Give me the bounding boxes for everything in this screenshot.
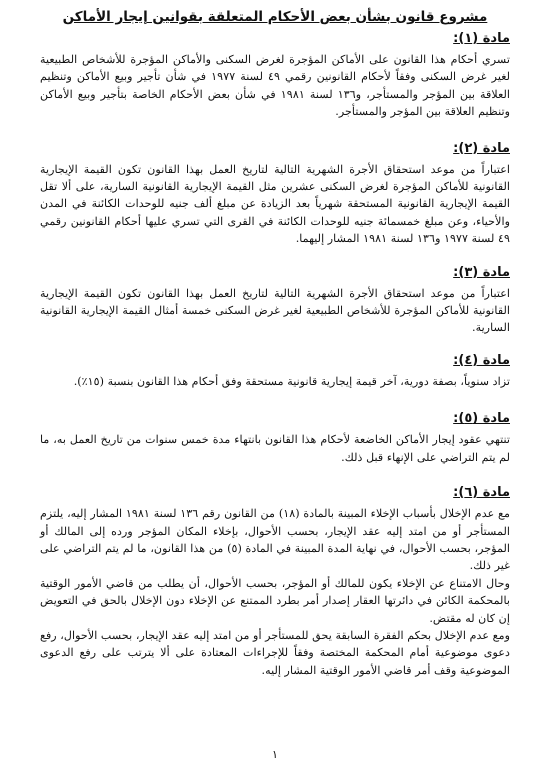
article-paragraph: تزاد سنوياً، بصفة دورية، آخر قيمة إيجارية قانونية مستحقة وفق أحكام هذا القانون بنسبة (١٥٪). bbox=[73, 374, 510, 388]
article-5 bbox=[40, 410, 510, 466]
article-heading-text: مادة (٤): bbox=[453, 352, 510, 368]
article-paragraph: مع عدم الإخلال بأسباب الإخلاء المبينة بالمادة (١٨) من القانون رقم ١٣٦ لسنة ١٩٨١ المشار إليه، يلتزم المستأجر أو من امتد إليه عقد الإيجار، بحسب الأحوال، بإخلاء المكان المؤجر ورده إلى المالك أو المؤجر، بحسب الأحوال، في نهاية المدة المبينة في المادة (٥) من هذا القانون، ما لم يتم التراضي على غير ذلك. bbox=[40, 507, 510, 573]
article-6 bbox=[40, 484, 510, 679]
article-heading-text: مادة (١): bbox=[453, 31, 510, 46]
document-title: مشروع قانون بشأن بعض الأحكام المتعلقة بقوانين إيجار الأماكن bbox=[62, 9, 488, 25]
article-heading-text: مادة (٦): bbox=[453, 485, 510, 501]
article-heading bbox=[40, 264, 510, 282]
article-body bbox=[40, 161, 510, 248]
article-4 bbox=[40, 352, 510, 390]
article-3 bbox=[40, 264, 510, 337]
article-heading-text: مادة (٥): bbox=[453, 411, 510, 427]
article-body bbox=[40, 505, 510, 679]
article-paragraph: ومع عدم الإخلال بحكم الفقرة السابقة يحق للمستأجر أو من امتد إليه عقد الإيجار، بحسب الأحوال، رفع دعوى موضوعية أمام المحكمة المختصة وفقاً للإجراءات المعتادة على ألا يترتب على رفع الدعوى الموضوعية وقف أمر قاضي الأمور الوقتية المشار إليه. bbox=[40, 628, 510, 677]
article-1 bbox=[40, 30, 510, 121]
article-heading bbox=[40, 352, 510, 370]
article-heading bbox=[40, 484, 510, 502]
article-body bbox=[40, 373, 510, 390]
article-heading bbox=[40, 140, 510, 158]
article-paragraph: وحال الامتناع عن الإخلاء يكون للمالك أو المؤجر، بحسب الأحوال، أن يطلب من قاضي الأمور الوقتية بالمحكمة الكائن في دائرتها العقار إصدار أمر بطرد الممتنع عن الإخلاء دون الإخلال بالحق في التعويض إن كان له مقتض. bbox=[40, 576, 510, 625]
article-body bbox=[40, 431, 510, 466]
article-paragraph: اعتباراً من موعد استحقاق الأجرة الشهرية التالية لتاريخ العمل بهذا القانون تكون القيمة الإيجارية القانونية للأماكن المؤجرة للأشخاص الطبيعية لغير غرض السكنى خمسة أمثال القيمة الإيجارية القانونية السارية. bbox=[40, 286, 510, 335]
article-body bbox=[40, 51, 510, 121]
page-number: ١ bbox=[272, 748, 278, 761]
article-heading bbox=[40, 410, 510, 428]
article-paragraph: تنتهي عقود إيجار الأماكن الخاضعة لأحكام هذا القانون بانتهاء مدة خمس سنوات من تاريخ العمل به، ما لم يتم التراضي على الإنهاء قبل ذلك. bbox=[40, 433, 510, 464]
article-heading-text: مادة (٢): bbox=[453, 140, 510, 156]
article-paragraph: تسري أحكام هذا القانون على الأماكن المؤجرة لغرض السكنى والأماكن المؤجرة للأشخاص الطبيعية لغير غرض السكنى وفقاً لأحكام القانونين رقمي ٤٩ لسنة ١٩٧٧ في شأن تأجير وبيع الأماكن وتنظيم العلاقة بين المؤجر والمستأجر، و١٣٦ لسنة ١٩٨١ في شأن بعض الأحكام الخاصة بتأجير وبيع الأماكن وتنظيم العلاقة بين المؤجر والمستأجر. bbox=[40, 53, 511, 119]
article-2 bbox=[40, 140, 510, 248]
article-heading-text: مادة (٣): bbox=[453, 264, 510, 280]
article-heading bbox=[40, 30, 510, 48]
article-paragraph: اعتباراً من موعد استحقاق الأجرة الشهرية التالية لتاريخ العمل بهذا القانون تكون القيمة الإيجارية القانونية للأماكن المؤجرة لغرض السكنى عشرين مثل القيمة الإيجارية القانونية السارية، على ألا تقل القيمة الإيجارية القانونية المستحقة شهرياً بعد الزيادة عن مبلغ ألف جنيه للوحدات الكائنة في المدن والأحياء، وعن مبلغ خمسمائة جنيه للوحدات الكائنة في القرى التي تسري عليها أحكام القانونين رقمي ٤٩ لسنة ١٩٧٧ و١٣٦ لسنة ١٩٨١ المشار إليهما. bbox=[40, 162, 510, 246]
article-body bbox=[40, 285, 510, 337]
